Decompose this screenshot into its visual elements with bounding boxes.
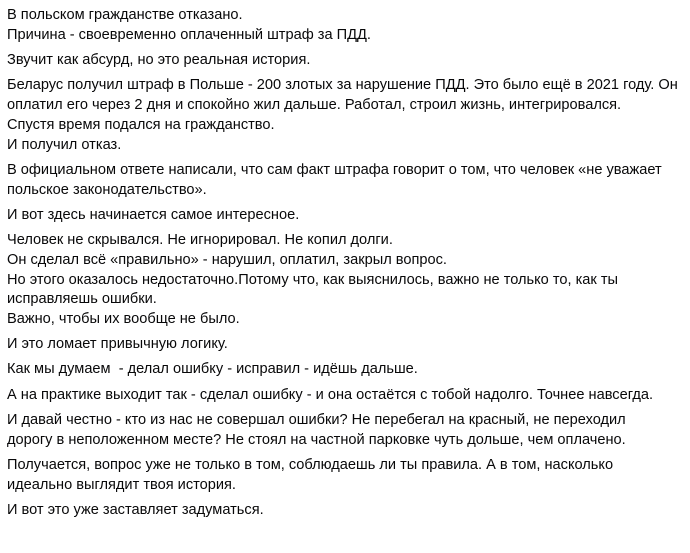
text-line: Человек не скрывался. Не игнорировал. Не копил долги. — [7, 231, 393, 248]
paragraph — [7, 335, 687, 355]
text-line: В польском гражданстве отказано. — [7, 7, 243, 23]
paragraph — [7, 501, 687, 521]
paragraph — [7, 76, 687, 155]
paragraph — [7, 360, 687, 380]
text-line: И это ломает привычную логику. — [7, 336, 228, 353]
post-text — [7, 6, 687, 526]
text-line: И давай честно - кто из нас не совершал ошибки? Не перебегал на красный, не переходил — [7, 411, 626, 428]
paragraph — [7, 456, 687, 496]
text-line: Получается, вопрос уже не только в том, соблюдаешь ли ты правила. А в том, насколько — [7, 456, 614, 473]
paragraph — [7, 6, 687, 46]
text-line: Спустя время подался на гражданство. — [7, 116, 275, 133]
text-line: дорогу в неположенном месте? Не стоял на частной парковке чуть дольше, чем оплачено. — [7, 431, 626, 448]
paragraph — [7, 411, 687, 451]
text-line: оплатил его через 2 дня и спокойно жил дальше. Работал, строил жизнь, интегрировался. — [7, 96, 622, 113]
text-line: А на практике выходит так - сделал ошибку - и она остаётся с тобой надолго. Точнее навсегда. — [7, 386, 654, 403]
paragraph — [7, 51, 687, 71]
paragraph — [7, 161, 687, 201]
text-line: Важно, чтобы их вообще не было. — [7, 311, 240, 328]
text-line: исправляешь ошибки. — [7, 291, 157, 308]
text-line: И вот это уже заставляет задуматься. — [7, 501, 264, 518]
text-line: И вот здесь начинается самое интересное. — [7, 206, 300, 223]
text-line: идеально выглядит твоя история. — [7, 476, 236, 493]
text-line: Как мы думаем - делал ошибку - исправил - идёшь дальше. — [7, 361, 418, 378]
paragraph — [7, 386, 687, 406]
paragraph — [7, 206, 687, 226]
text-line: Причина - своевременно оплаченный штраф за ПДД. — [7, 26, 371, 43]
text-line: польское законодательство». — [7, 181, 207, 198]
text-line: В официальном ответе написали, что сам факт штрафа говорит о том, что человек «не уважает — [7, 161, 662, 178]
text-line: И получил отказ. — [7, 136, 122, 153]
text-line: Но этого оказалось недостаточно.Потому что, как выяснилось, важно не только то, как ты — [7, 271, 619, 288]
text-line: Беларус получил штраф в Польше - 200 злотых за нарушение ПДД. Это было ещё в 2021 году. Он — [7, 77, 678, 94]
paragraph — [7, 231, 687, 330]
text-line: Он сделал всё «правильно» - нарушил, оплатил, закрыл вопрос. — [7, 251, 447, 268]
text-line: Звучит как абсурд, но это реальная история. — [7, 51, 311, 68]
